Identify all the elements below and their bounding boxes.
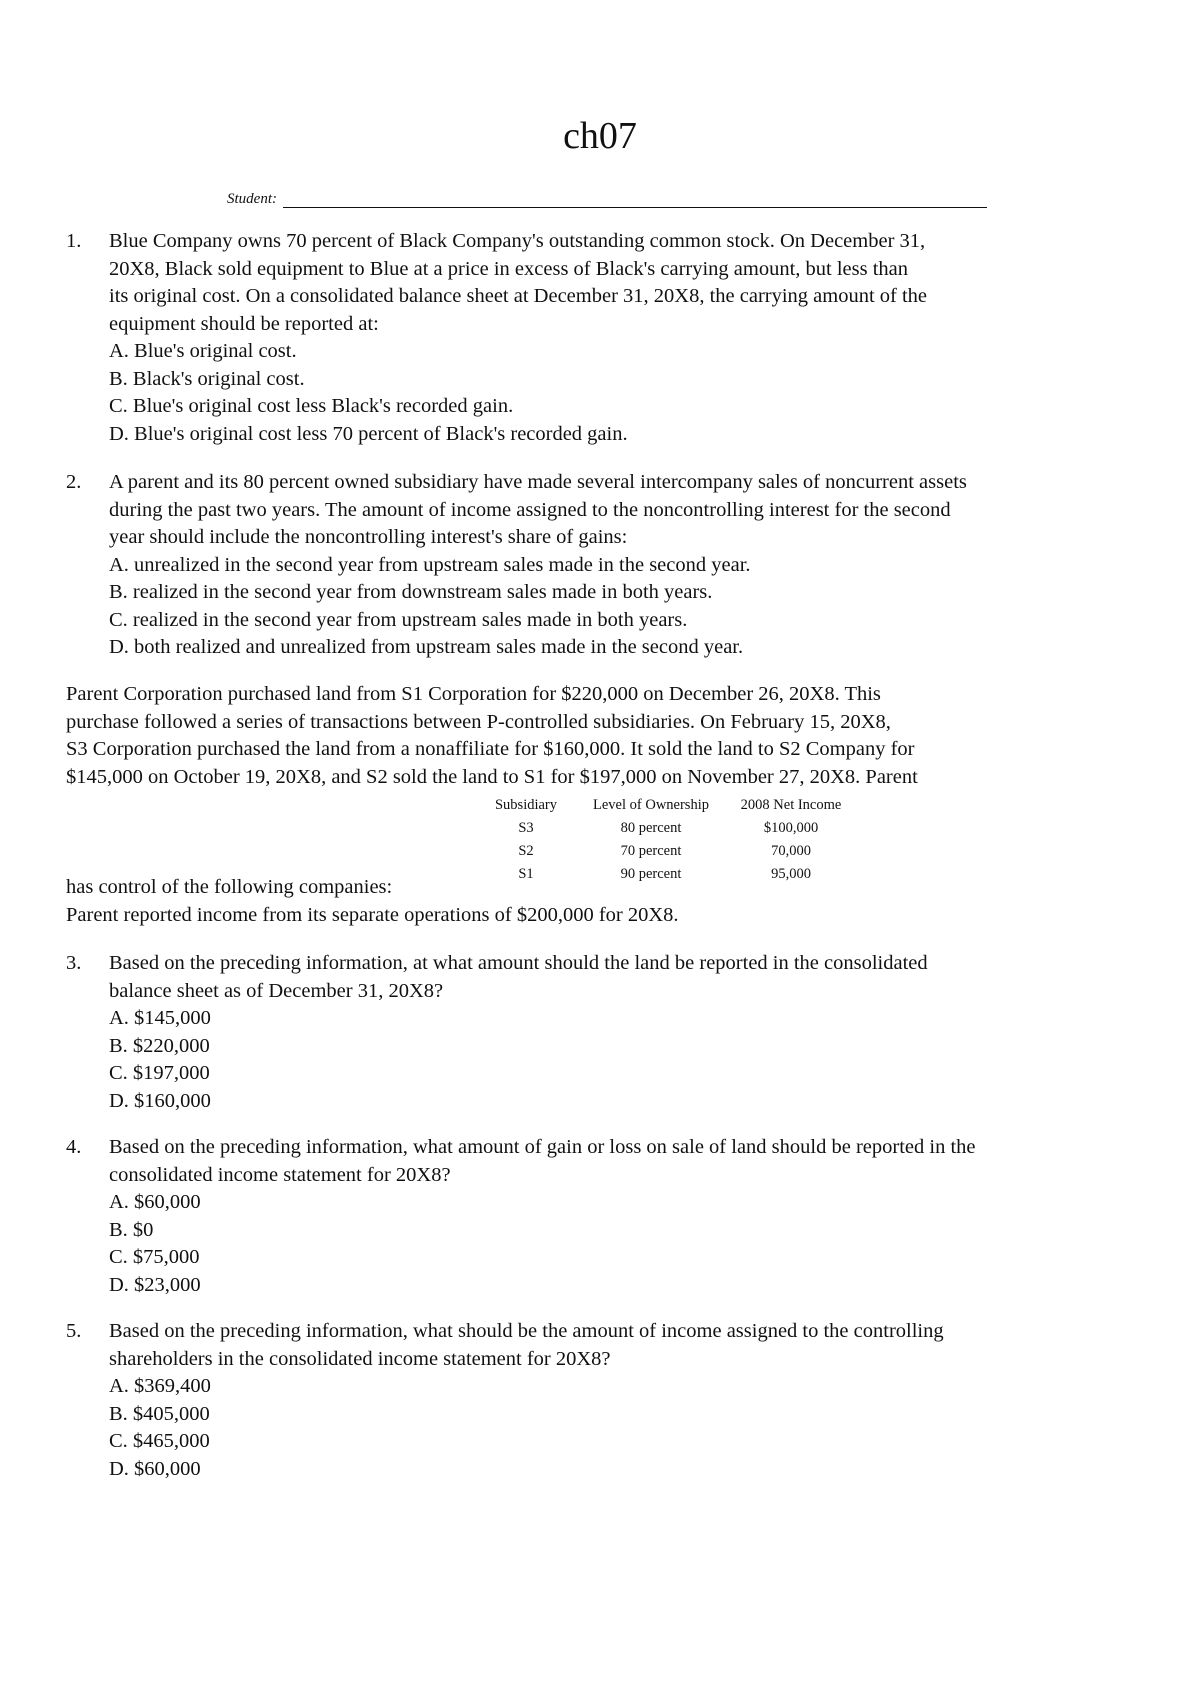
answer-option-c: C. realized in the second year from upstream sales made in both years. [109, 608, 688, 631]
question-number: 3. [66, 952, 82, 974]
table-row [486, 840, 846, 863]
table-cell: S2 [518, 843, 534, 859]
table-header-row [486, 794, 846, 817]
question-stem-line: during the past two years. The amount of income assigned to the noncontrolling interest for the second [109, 498, 951, 521]
answer-option-c: C. Blue's original cost less Black's recorded gain. [109, 395, 514, 417]
question-stem-line: Based on the preceding information, at what amount should the land be reported in the consolidated [109, 952, 928, 974]
passage-line: has control of the following companies: [66, 876, 393, 898]
student-name-blank [283, 193, 987, 208]
question-number: 1. [66, 230, 82, 252]
question-4 [66, 1134, 1146, 1299]
answer-option-b: B. Black's original cost. [109, 367, 305, 390]
answer-option-d: D. both realized and unrealized from upstream sales made in the second year. [109, 636, 744, 658]
answer-option-a: A. $145,000 [109, 1007, 211, 1029]
question-stem-line: shareholders in the consolidated income statement for 20X8? [109, 1347, 611, 1370]
question-stem-line: year should include the noncontrolling interest's share of gains: [109, 526, 628, 548]
question-stem-line: Based on the preceding information, what should be the amount of income assigned to the controlling [109, 1320, 944, 1342]
subsidiary-table [486, 794, 846, 886]
question-stem-line: Based on the preceding information, what amount of gain or loss on sale of land should be reported in the [109, 1136, 976, 1158]
document-title: ch07 [563, 115, 637, 157]
answer-option-a: A. unrealized in the second year from upstream sales made in the second year. [109, 553, 751, 576]
student-name-line [227, 186, 987, 208]
table-cell: $100,000 [763, 820, 819, 836]
answer-option-b: B. $405,000 [109, 1402, 210, 1425]
answer-option-c: C. $465,000 [109, 1430, 210, 1452]
answer-option-d: D. $160,000 [109, 1089, 211, 1112]
answer-option-c: C. $197,000 [109, 1062, 210, 1084]
table-cell: S1 [518, 866, 534, 882]
passage-line: Parent Corporation purchased land from S1 Corporation for $220,000 on December 26, 20X8. This [66, 683, 881, 705]
answer-option-a: A. Blue's original cost. [109, 340, 297, 362]
question-stem-line: consolidated income statement for 20X8? [109, 1163, 451, 1186]
answer-option-c: C. $75,000 [109, 1246, 200, 1268]
answer-option-a: A. $369,400 [109, 1375, 211, 1397]
column-header-subsidiary: Subsidiary [494, 797, 558, 813]
passage-line: Parent reported income from its separate operations of $200,000 for 20X8. [66, 903, 679, 926]
answer-option-d: D. $23,000 [109, 1273, 201, 1296]
question-stem-line: 20X8, Black sold equipment to Blue at a price in excess of Black's carrying amount, but less than [109, 257, 909, 280]
question-1 [66, 228, 1146, 448]
question-3 [66, 950, 1146, 1115]
answer-option-a: A. $60,000 [109, 1191, 201, 1213]
question-number: 5. [66, 1320, 82, 1342]
answer-option-b: B. $0 [109, 1218, 154, 1241]
question-2 [66, 469, 1146, 662]
answer-option-b: B. $220,000 [109, 1034, 210, 1057]
question-5 [66, 1318, 1146, 1483]
table-cell: 90 percent [620, 866, 682, 882]
table-row [486, 817, 846, 840]
passage-line: $145,000 on October 19, 20X8, and S2 sold the land to S1 for $197,000 on November 27, 20X8. Parent [66, 765, 918, 788]
table-cell: 70 percent [620, 843, 682, 859]
table-cell: S3 [518, 820, 534, 836]
question-stem-line: equipment should be reported at: [109, 312, 379, 335]
student-label: Student: [227, 191, 277, 207]
table-cell: 70,000 [771, 843, 811, 859]
column-header-net-income: 2008 Net Income [740, 797, 842, 813]
question-stem-line: A parent and its 80 percent owned subsidiary have made several intercompany sales of noncurrent assets [109, 471, 967, 493]
answer-option-b: B. realized in the second year from downstream sales made in both years. [109, 581, 713, 603]
table-cell: 95,000 [771, 866, 811, 882]
question-stem-line: Blue Company owns 70 percent of Black Company's outstanding common stock. On December 31, [109, 230, 926, 252]
land-transaction-passage-continued [66, 874, 1156, 929]
passage-line: purchase followed a series of transactions between P-controlled subsidiaries. On February 15, 20X8, [66, 710, 891, 733]
question-number: 4. [66, 1136, 82, 1158]
table-cell: 80 percent [620, 820, 682, 836]
land-transaction-passage [66, 681, 1156, 791]
answer-option-d: D. $60,000 [109, 1457, 201, 1480]
answer-option-d: D. Blue's original cost less 70 percent of Black's recorded gain. [109, 422, 628, 445]
question-stem-line: balance sheet as of December 31, 20X8? [109, 979, 444, 1002]
passage-line: S3 Corporation purchased the land from a nonaffiliate for $160,000. It sold the land to S2 Company for [66, 738, 915, 760]
question-number: 2. [66, 471, 82, 493]
column-header-ownership: Level of Ownership [593, 797, 709, 813]
question-stem-line: its original cost. On a consolidated balance sheet at December 31, 20X8, the carrying amount of the [109, 285, 928, 307]
